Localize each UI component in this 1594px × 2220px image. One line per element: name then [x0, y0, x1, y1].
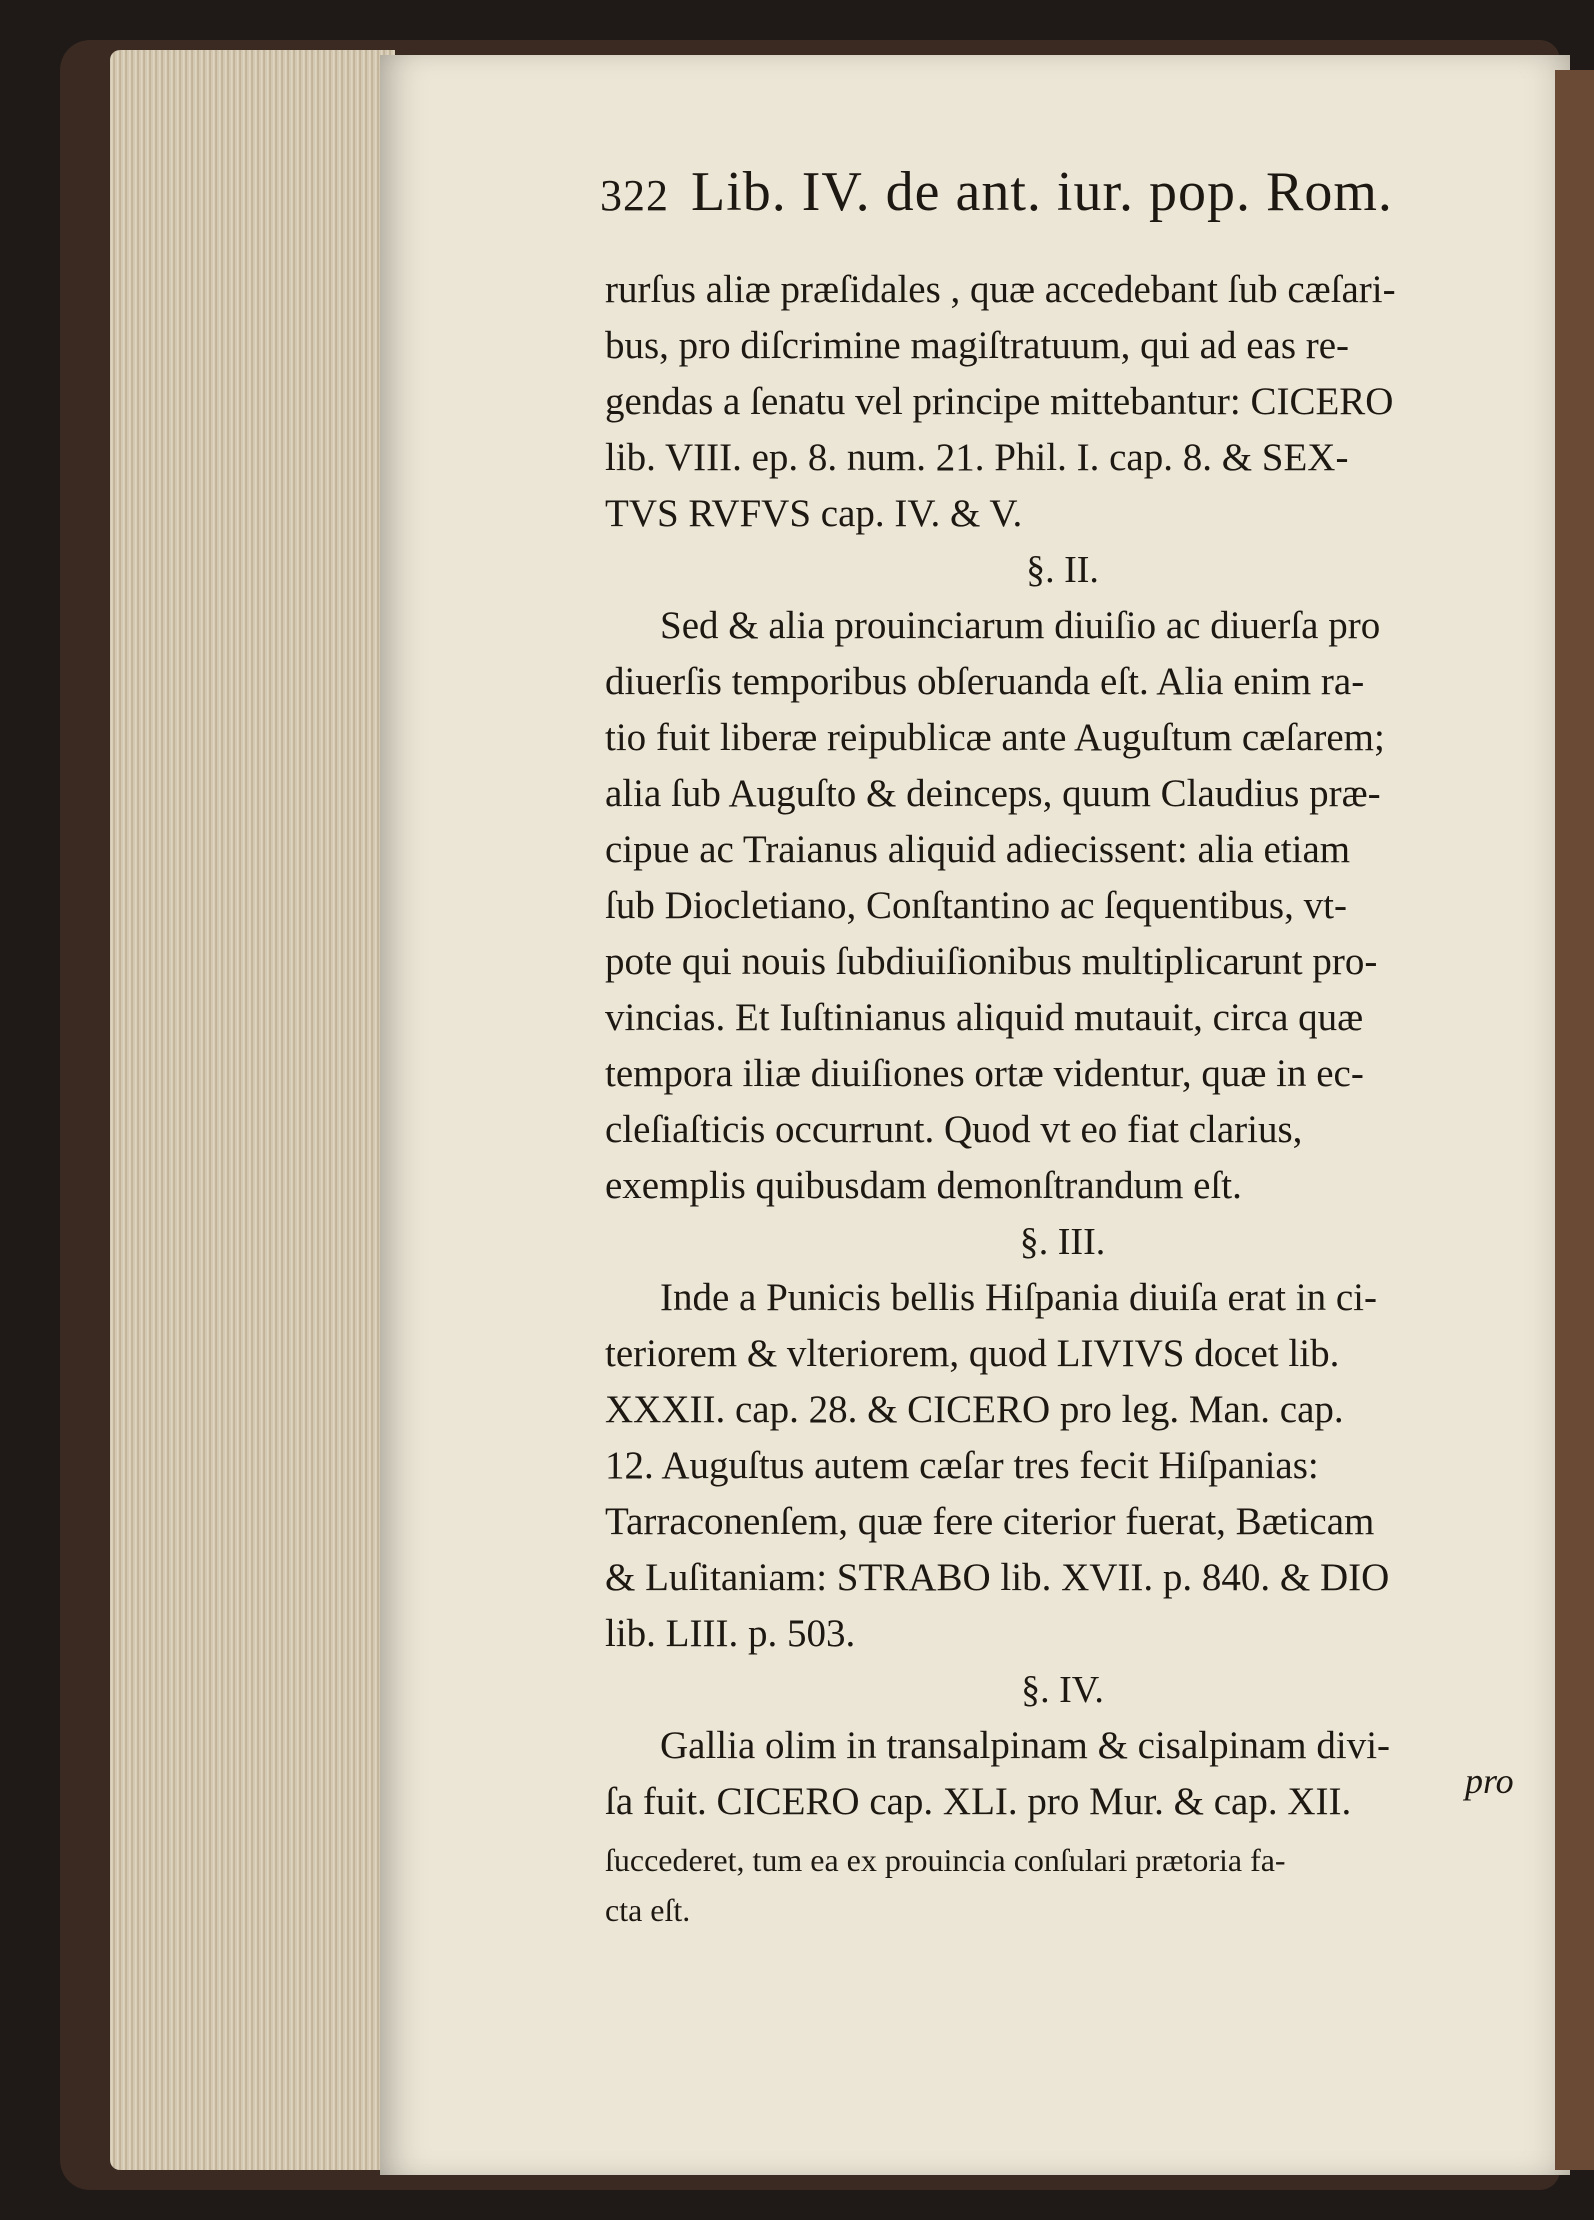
text-line: rurſus aliæ præſidales , quæ accedebant ſub cæſari- — [605, 268, 1396, 311]
footnote-line: ſuccederet, tum ea ex prouincia conſulari prætoria fa- — [605, 1842, 1286, 1878]
text-line: lib. VIII. ep. 8. num. 21. Phil. I. cap. 8. & SEX- — [605, 436, 1349, 479]
footnote — [605, 1835, 1520, 1935]
text-line: diuerſis temporibus obſeruanda eſt. Alia enim ra- — [605, 660, 1365, 703]
text-line: gendas a ſenatu vel principe mittebantur: CICERO — [605, 380, 1394, 423]
text-line: bus, pro diſcrimine magiſtratuum, qui ad eas re- — [605, 324, 1350, 367]
text-line: tempora iliæ diuiſiones ortæ videntur, quæ in ec- — [605, 1052, 1364, 1095]
catchword: pro — [1465, 1761, 1514, 1801]
text-line: vincias. Et Iuſtinianus aliquid mutauit, circa quæ — [605, 996, 1364, 1039]
text-line: tio fuit liberæ reipublicæ ante Auguſtum cæſarem; — [605, 716, 1385, 759]
text-line: lib. LIII. p. 503. — [605, 1612, 856, 1655]
text-line: teriorem & vlteriorem, quod LIVIVS docet lib. — [605, 1332, 1340, 1375]
text-line: Gallia olim in transalpinam & cisalpinam divi- — [660, 1724, 1391, 1767]
text-line: alia ſub Auguſto & deinceps, quum Claudius præ- — [605, 772, 1381, 815]
text-line: ſub Diocletiano, Conſtantino ac ſequentibus, vt- — [605, 884, 1347, 927]
running-header — [600, 160, 1393, 224]
text-line: exemplis quibusdam demonſtrandum eſt. — [605, 1164, 1242, 1207]
page-number: 322 — [600, 171, 669, 220]
text-line: cleſiaſticis occurrunt. Quod vt eo fiat clarius, — [605, 1108, 1303, 1151]
text-line: TVS RVFVS cap. IV. & V. — [605, 492, 1023, 535]
text-line: 12. Auguſtus autem cæſar tres fecit Hiſpanias: — [605, 1444, 1319, 1487]
facing-page-edge — [1555, 70, 1594, 2170]
page-edges — [110, 50, 395, 2170]
section-heading: §. II. — [1026, 549, 1099, 591]
text-line: & Luſitaniam: STRABO lib. XVII. p. 840. & DIO — [605, 1556, 1390, 1599]
footnote-line: cta eſt. — [605, 1892, 691, 1928]
text-line: Inde a Punicis bellis Hiſpania diuiſa erat in ci- — [660, 1276, 1377, 1319]
text-line: XXXII. cap. 28. & CICERO pro leg. Man. cap. — [605, 1388, 1344, 1431]
text-line: cipue ac Traianus aliquid adiecissent: alia etiam — [605, 828, 1351, 871]
text-line: ſa fuit. CICERO cap. XLI. pro Mur. & cap. XII. — [605, 1780, 1352, 1823]
header-title: Lib. IV. de ant. iur. pop. Rom. — [691, 161, 1393, 223]
section-heading: §. IV. — [1021, 1669, 1104, 1711]
body-text — [605, 262, 1520, 1830]
text-line: Tarraconenſem, quæ fere citerior fuerat, Bæticam — [605, 1500, 1375, 1543]
text-line: pote qui nouis ſubdiuiſionibus multiplicarunt pro- — [605, 940, 1378, 983]
section-heading: §. III. — [1019, 1221, 1106, 1263]
text-line: Sed & alia prouinciarum diuiſio ac diuerſa pro — [660, 604, 1381, 647]
